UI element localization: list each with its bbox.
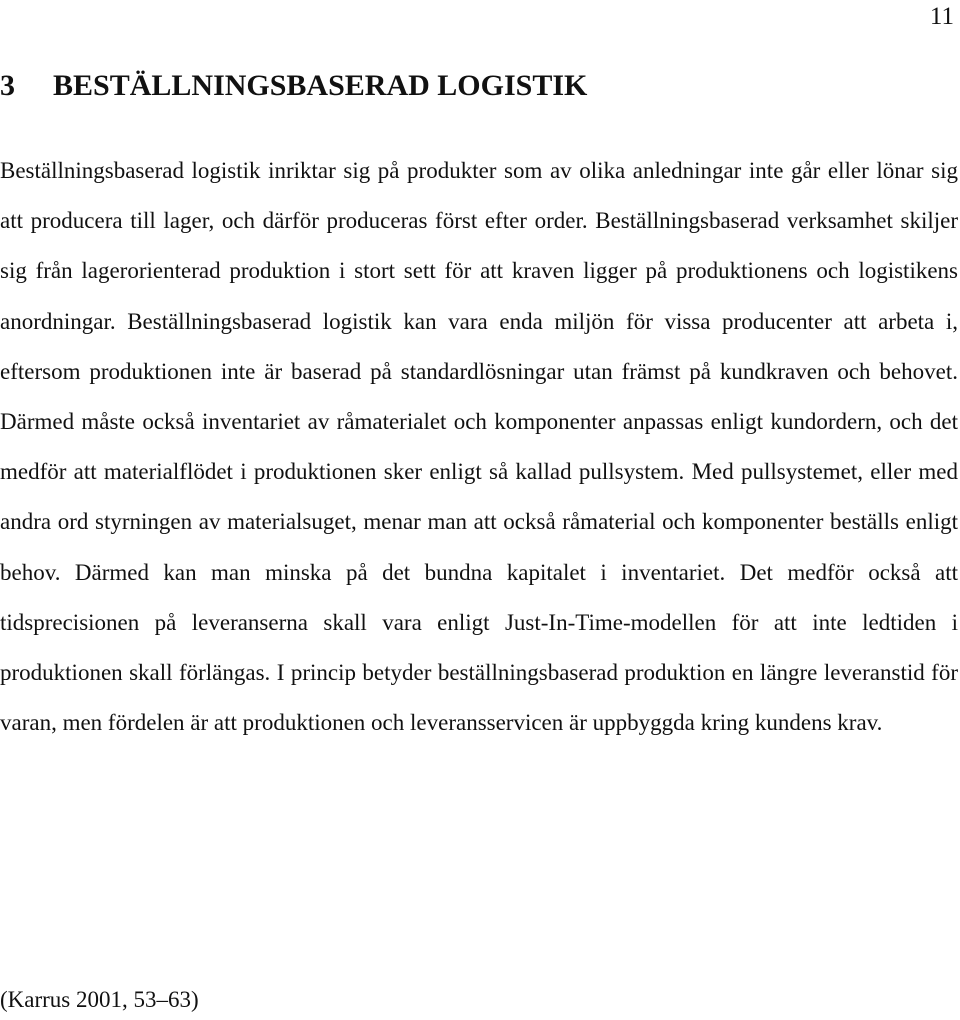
body-paragraph: Beställningsbaserad logistik inriktar sig på produkter som av olika anledningar inte går eller lönar sig att producera till lager, och därför produceras först efter order. Beställningsbaserad verksamhet skiljer sig från lagerorienterad produktion i stort sett för att kraven ligger på produktionens och logistikens anordningar. Beställningsbaserad logistik kan vara enda miljön för vissa producenter att arbeta i, eftersom produktionen inte är baserad på standardlösningar utan främst på kundkraven och behovet. Därmed måste också inventariet av råmaterialet och komponenter anpassas enligt kundordern, och det medför att materialflödet i produktionen sker enligt så kallad pullsystem. Med pullsystemet, eller med andra ord styrningen av materialsuget, menar man att också råmaterial och komponenter beställs enligt behov. Därmed kan man minska på det bundna kapitalet i inventariet. Det medför också att tidsprecisionen på leveranserna skall vara enligt Just-In-Time-modellen för att inte ledtiden i produktionen skall förlängas. I princip betyder beställningsbaserad produktion en längre leveranstid för varan, men fördelen är att produktionen och leveransservicen är uppbyggda kring kundens krav. [0,158,958,736]
chapter-title: BESTÄLLNINGSBASERAD LOGISTIK [53,69,588,102]
source-citation: (Karrus 2001, 53–63) [0,987,199,1012]
chapter-heading [0,66,587,106]
chapter-number: 3 [0,69,15,102]
page-number: 11 [929,3,954,30]
